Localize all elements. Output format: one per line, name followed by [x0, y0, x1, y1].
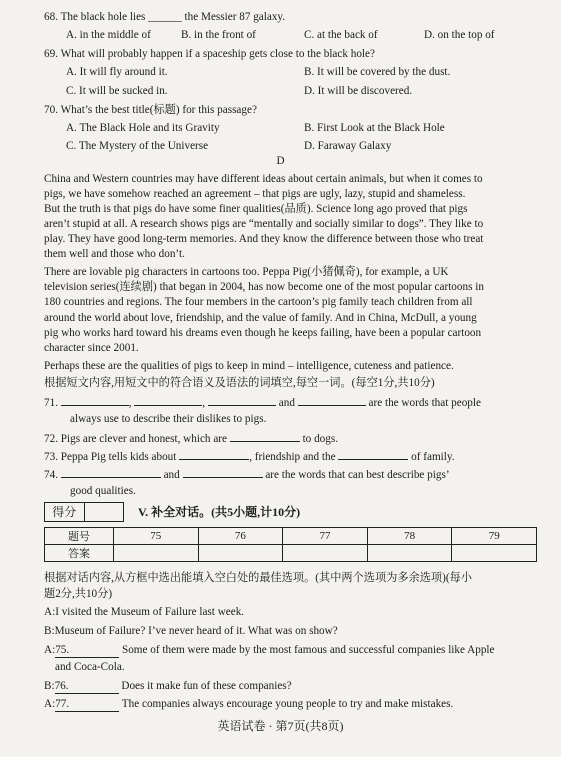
q73-line	[44, 449, 531, 464]
q69-option-c: C. It will be sucked in.	[66, 85, 168, 97]
q71-blank-1[interactable]	[61, 395, 129, 406]
q74-number: 74.	[44, 469, 58, 481]
q73-blank-1[interactable]	[179, 449, 249, 460]
q71-blank-4[interactable]	[298, 395, 366, 406]
q73-tail: of family.	[411, 451, 455, 463]
q71-and: and	[278, 397, 295, 409]
q69-stem: 69. What will probably happen if a spaceship gets close to the black hole?	[44, 48, 375, 60]
q68-stem: 68. The black hole lies ______ the Messier 87 galaxy.	[44, 11, 286, 23]
q74-and: and	[163, 469, 180, 481]
dialog-instruction-2: 题2分,共10分)	[44, 588, 113, 600]
speaker-label: A:	[44, 644, 56, 656]
q71-number: 71.	[44, 397, 58, 409]
page-footer: 英语试卷 · 第7页(共8页)	[217, 719, 344, 733]
section-5-title: V. 补全对话。(共5小题,计10分)	[138, 505, 301, 519]
q72-tail: to dogs.	[302, 433, 339, 445]
table-header-answer: 答案	[45, 545, 114, 562]
dialog-text: The companies always encourage young people to try and make mistakes.	[121, 698, 454, 710]
q74-line	[44, 467, 531, 482]
table-cell: 76	[198, 528, 283, 545]
q70-option-c: C. The Mystery of the Universe	[66, 140, 209, 152]
table-header-number: 题号	[45, 528, 114, 545]
fill-instruction: 根据短文内容,用短文中的符合语义及语法的词填空,每空一词。(每空1分,共10分)	[44, 377, 435, 389]
passage-line: pig who works hard toward his dreams even though he keeps failing, have been a popular cartoon	[44, 327, 482, 339]
table-cell: 79	[452, 528, 537, 545]
q69-option-d: D. It will be discovered.	[304, 85, 413, 97]
score-cell[interactable]	[85, 503, 124, 521]
passage-line: 180 countries and regions. The four members in the cartoon’s pig family teach children from all	[44, 296, 473, 308]
dialog-text: Does it make fun of these companies?	[121, 680, 292, 692]
passage-line: aren’t stupid at all. A research shows pigs are “mentally and socially similar to dogs”. They like to	[44, 218, 484, 230]
q71-blank-2[interactable]	[134, 395, 202, 406]
q71-line-2: always use to describe their dislikes to pigs.	[70, 413, 267, 425]
q73-blank-2[interactable]	[338, 449, 408, 460]
passage-line: But the truth is that pigs do have some finer qualities(品质). Science long ago proved that pigs	[44, 203, 468, 215]
passage-line: character since 2001.	[44, 342, 139, 354]
score-box	[44, 502, 124, 522]
q70-option-d: D. Faraway Galaxy	[304, 140, 392, 152]
q74-blank-1[interactable]	[61, 467, 161, 478]
dialog-line	[44, 697, 531, 712]
score-label: 得分	[45, 503, 85, 521]
answer-cell[interactable]	[283, 545, 368, 562]
dialog-text: Some of them were made by the most famous and successful companies like Apple	[121, 644, 495, 656]
q70-option-a: A. The Black Hole and its Gravity	[66, 122, 220, 134]
q71-line	[44, 395, 531, 410]
speaker-label: B:	[44, 680, 55, 692]
answer-table	[44, 527, 537, 562]
section-d-heading: D	[276, 155, 285, 167]
q74-blank-2[interactable]	[183, 467, 263, 478]
q73-mid: , friendship and the	[249, 451, 336, 463]
q71-comma-2: ,	[202, 397, 206, 409]
answer-cell[interactable]	[114, 545, 199, 562]
q68-option-a: A. in the middle of	[66, 29, 151, 41]
table-cell: 75	[114, 528, 199, 545]
table-row	[45, 528, 537, 545]
passage-line: pigs, we have somehow reached an agreement – that pigs are ugly, lazy, stupid and shameless.	[44, 188, 466, 200]
dialog-line	[44, 643, 531, 658]
blank-76[interactable]: 76.	[55, 679, 119, 694]
q70-option-b: B. First Look at the Black Hole	[304, 122, 445, 134]
q72-blank[interactable]	[230, 431, 300, 442]
q68-option-b: B. in the front of	[181, 29, 256, 41]
dialog-instruction: 根据对话内容,从方框中选出能填入空白处的最佳选项。(其中两个选项为多余选项)(每小	[44, 572, 472, 584]
blank-75[interactable]: 75.	[55, 643, 119, 658]
q71-tail: are the words that people	[368, 397, 481, 409]
passage-line: play. They have good long-term memories. And they know the difference between those who treat	[44, 233, 484, 245]
q71-comma-1: ,	[128, 397, 132, 409]
answer-cell[interactable]	[452, 545, 537, 562]
table-cell: 78	[367, 528, 452, 545]
q68-option-c: C. at the back of	[304, 29, 378, 41]
dialog-line: A:I visited the Museum of Failure last week.	[44, 606, 245, 618]
q71-blank-3[interactable]	[208, 395, 276, 406]
q73-head: 73. Peppa Pig tells kids about	[44, 451, 177, 463]
q74-tail: are the words that can best describe pigs’	[265, 469, 450, 481]
q68-option-d: D. on the top of	[424, 29, 495, 41]
q70-stem: 70. What’s the best title(标题) for this passage?	[44, 104, 257, 116]
q69-option-a: A. It will fly around it.	[66, 66, 168, 78]
dialog-line: and Coca-Cola.	[55, 661, 125, 673]
speaker-label: A:	[44, 698, 56, 710]
answer-cell[interactable]	[198, 545, 283, 562]
passage-line: There are lovable pig characters in cartoons too. Peppa Pig(小猪佩奇), for example, a UK	[44, 266, 449, 278]
passage-line: them well and those who don’t.	[44, 248, 185, 260]
blank-77[interactable]: 77.	[55, 697, 119, 712]
passage-line: around the world about love, friendship, and the value of family. And in China, McDull, a young	[44, 312, 477, 324]
passage-line: television series(连续剧) that began in 2004, has now become one of the most popular cartoons in	[44, 281, 484, 293]
table-cell: 77	[283, 528, 368, 545]
table-row	[45, 545, 537, 562]
q72-line	[44, 431, 531, 446]
dialog-line: B:Museum of Failure? I’ve never heard of it. What was on show?	[44, 625, 338, 637]
dialog-line	[44, 679, 531, 694]
answer-cell[interactable]	[367, 545, 452, 562]
q69-option-b: B. It will be covered by the dust.	[304, 66, 451, 78]
q72-head: 72. Pigs are clever and honest, which are	[44, 433, 227, 445]
passage-line: China and Western countries may have different ideas about certain animals, but when it comes to	[44, 173, 483, 185]
q74-line-2: good qualities.	[70, 485, 136, 497]
passage-line: Perhaps these are the qualities of pigs to keep in mind – intelligence, cuteness and patience.	[44, 360, 454, 372]
